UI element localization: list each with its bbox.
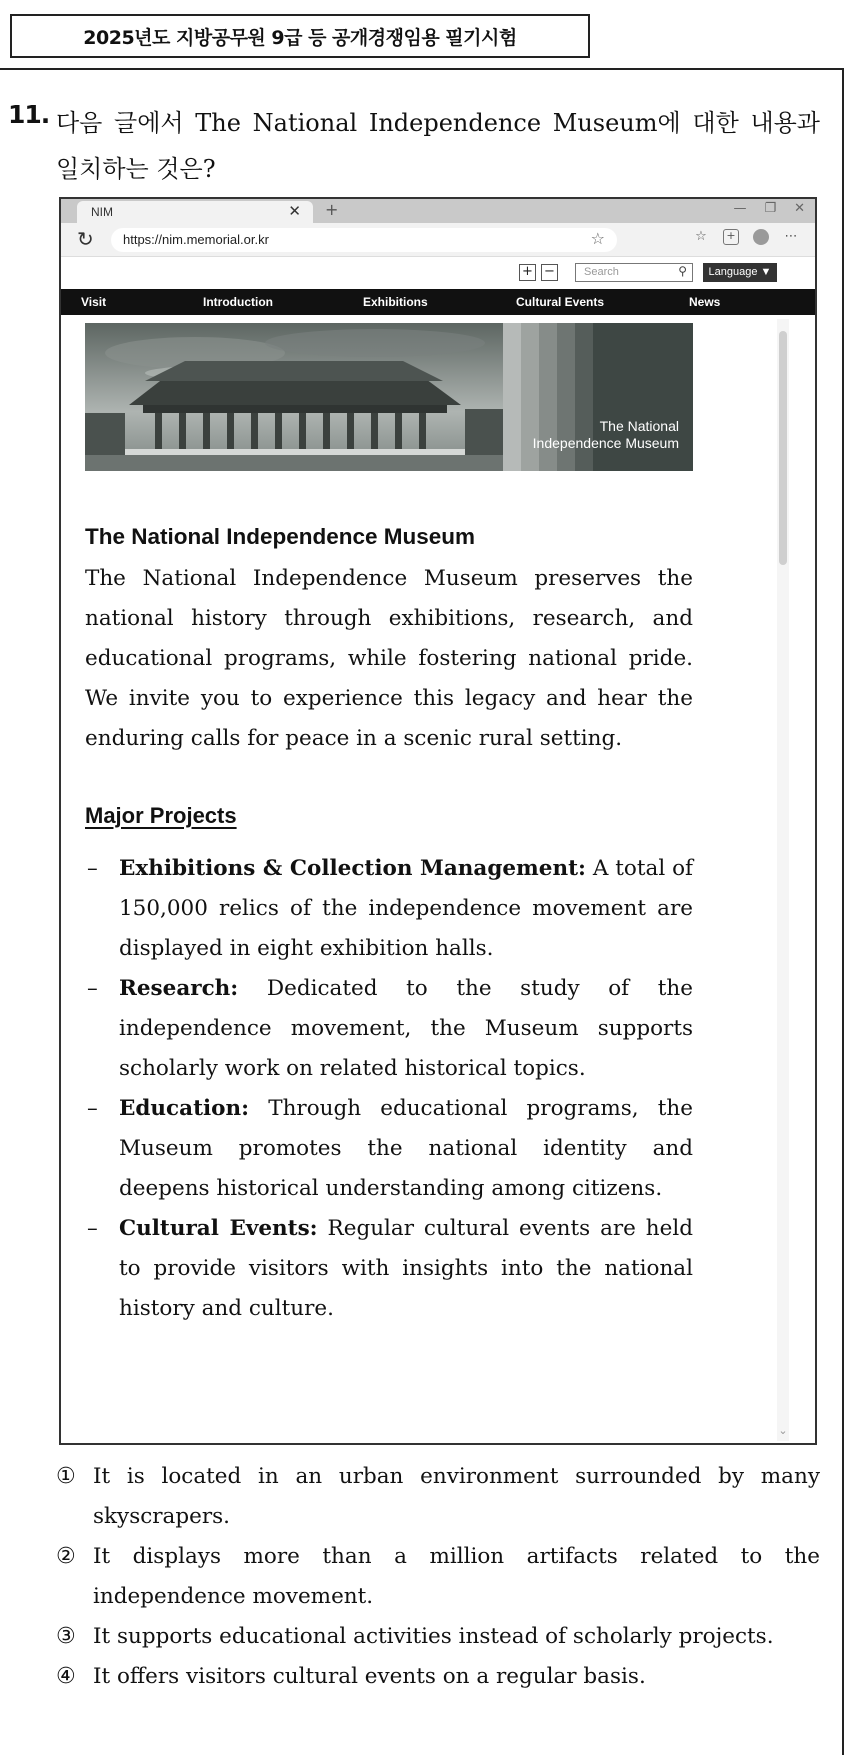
browser-tools [693, 229, 799, 245]
project-label: Cultural Events: [119, 1216, 318, 1241]
language-button[interactable]: Language ▼ [703, 263, 777, 282]
answer-choices [56, 1457, 820, 1697]
window-controls [733, 201, 805, 216]
choice-text: It offers visitors cultural events on a regular basis. [93, 1664, 646, 1689]
reload-icon[interactable]: ↻ [77, 227, 94, 251]
project-text: Dedicated to the study of the independence movement, the Museum supports scholarly work on related historical topics. [119, 976, 693, 1081]
choice-number: ③ [56, 1624, 76, 1649]
list-item [85, 1089, 693, 1209]
project-label: Research: [119, 976, 239, 1001]
header-divider [0, 68, 844, 70]
url-input[interactable] [111, 228, 617, 252]
list-item [85, 849, 693, 969]
choice-number: ② [56, 1544, 76, 1569]
museum-building-image [85, 323, 693, 471]
restore-icon[interactable]: ❐ [764, 201, 777, 216]
minimize-icon[interactable]: — [733, 201, 747, 216]
answer-choice-2[interactable] [56, 1537, 820, 1617]
window-close-icon[interactable]: ✕ [794, 201, 805, 216]
project-text: Regular cultural events are held to provide visitors with insights into the national history and culture. [119, 1216, 693, 1321]
dash-bullet: – [87, 856, 98, 881]
list-item [85, 1209, 693, 1329]
search-input[interactable] [575, 263, 693, 282]
choice-number: ① [56, 1464, 76, 1489]
favorites-icon[interactable]: ☆ [695, 229, 707, 244]
choice-number: ④ [56, 1664, 76, 1689]
answer-choice-3[interactable] [56, 1617, 820, 1657]
zoom-out-icon[interactable]: − [541, 264, 558, 281]
dash-bullet: – [87, 1216, 98, 1241]
section-title: Major Projects [85, 803, 237, 828]
project-text: A total of 150,000 relics of the independence movement are displayed in eight exhibition halls. [119, 856, 693, 961]
nav-introduction[interactable]: Introduction [203, 295, 273, 309]
article-title: The National Independence Museum [85, 524, 476, 549]
browser-window [59, 197, 817, 1445]
browser-tab[interactable] [77, 201, 313, 223]
banner-title-line1: The National [599, 418, 679, 434]
article-intro: The National Independence Museum preserves the national history through exhibitions, research, and educational programs, while fostering national pride. We invite you to experience this legacy and hear the enduring calls for peace in a scenic rural setting. [85, 566, 693, 751]
list-item [85, 969, 693, 1089]
question-prompt-line2: 일치하는 것은? [56, 155, 216, 183]
answer-choice-4[interactable] [56, 1657, 820, 1697]
url-text: https://nim.memorial.or.kr [123, 232, 269, 247]
site-nav [61, 289, 815, 315]
search-icon[interactable]: ⚲ [678, 264, 687, 278]
collections-icon[interactable]: + [723, 229, 739, 245]
project-text: Through educational programs, the Museum promotes the national identity and deepens historical understanding among citizens. [119, 1096, 693, 1201]
nav-news[interactable]: News [689, 295, 721, 309]
dash-bullet: – [87, 1096, 98, 1121]
tab-bar [61, 199, 815, 223]
nav-exhibitions[interactable]: Exhibitions [363, 295, 428, 309]
star-icon[interactable]: ☆ [590, 229, 605, 248]
scroll-thumb[interactable] [779, 331, 787, 565]
museum-banner [85, 323, 693, 471]
nav-visit[interactable]: Visit [81, 295, 107, 309]
banner-title-line2: Independence Museum [532, 435, 679, 451]
answer-choice-1[interactable] [56, 1457, 820, 1537]
scrollbar[interactable] [777, 319, 789, 1441]
choice-text: It is located in an urban environment surrounded by many skyscrapers. [93, 1464, 820, 1529]
address-bar [61, 223, 815, 257]
search-placeholder: Search [584, 266, 619, 278]
zoom-in-icon[interactable]: + [519, 264, 536, 281]
exam-title: 2025년도 지방공무원 9급 등 공개경쟁임용 필기시험 [10, 14, 590, 58]
chevron-down-icon[interactable]: ⌄ [778, 1424, 788, 1437]
choice-text: It supports educational activities instead of scholarly projects. [93, 1624, 774, 1649]
project-list [85, 849, 693, 1329]
site-toolbar [61, 257, 815, 289]
tab-title: NIM [91, 205, 113, 219]
profile-icon[interactable] [753, 229, 769, 245]
project-label: Exhibitions & Collection Management: [119, 856, 586, 881]
nav-cultural-events[interactable]: Cultural Events [516, 295, 605, 309]
more-icon[interactable]: ⋯ [784, 229, 798, 244]
choice-text: It displays more than a million artifacts related to the independence movement. [93, 1544, 820, 1609]
close-icon[interactable]: ✕ [288, 203, 301, 220]
dash-bullet: – [87, 976, 98, 1001]
new-tab-icon[interactable]: + [325, 200, 339, 219]
question-prompt-line1: 다음 글에서 The National Independence Museum에 대한 내용과 [56, 109, 820, 137]
project-label: Education: [119, 1096, 250, 1121]
question-number: 11. [8, 100, 50, 129]
